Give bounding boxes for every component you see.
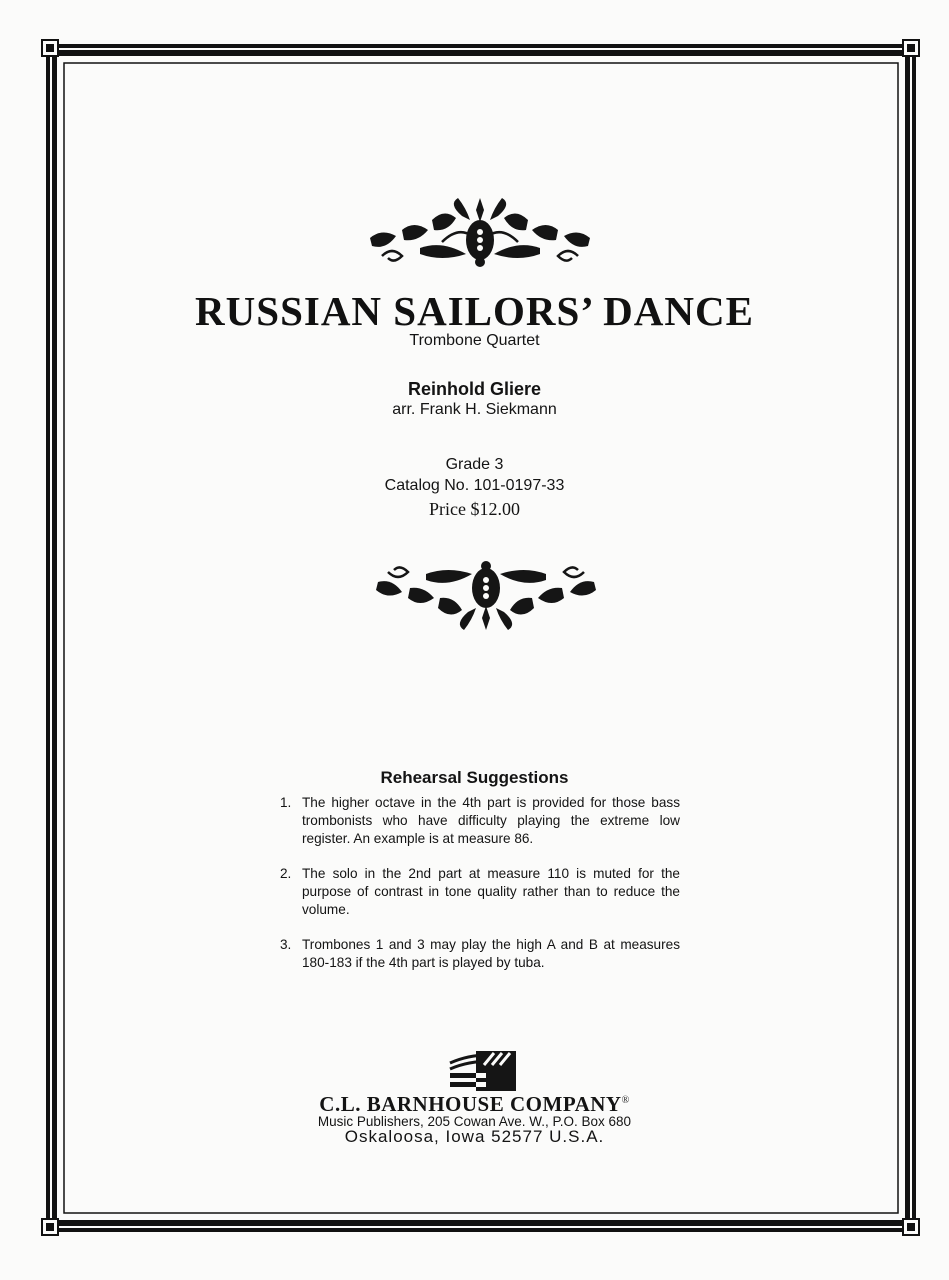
instrumentation: Trombone Quartet xyxy=(409,332,540,349)
item-text: The higher octave in the 4th part is provided for those bass trombonists who have difficulty playing the extreme low register. An example is at measure 86. xyxy=(302,795,680,846)
list-item xyxy=(280,936,680,972)
price: Price $12.00 xyxy=(429,499,520,519)
publisher-logo xyxy=(448,1051,518,1091)
registered-mark: ® xyxy=(621,1095,630,1106)
list-item xyxy=(280,794,680,848)
composer-name: Reinhold Gliere xyxy=(407,379,542,399)
publisher-name-text: C.L. BARNHOUSE COMPANY xyxy=(319,1092,622,1116)
item-text: Trombones 1 and 3 may play the high A and B at measures 180-183 if the 4th part is played by tuba. xyxy=(302,937,680,970)
top-floral-ornament xyxy=(362,196,598,270)
rehearsal-heading: Rehearsal Suggestions xyxy=(380,768,569,787)
page-title: RUSSIAN SAILORS’ DANCE xyxy=(195,288,754,334)
item-number: 2. xyxy=(280,866,292,881)
list-item xyxy=(280,865,680,919)
publisher-address: Music Publishers, 205 Cowan Ave. W., P.O. Box 680 xyxy=(317,1114,632,1129)
catalog-number: Catalog No. 101-0197-33 xyxy=(384,477,565,494)
item-text: The solo in the 2nd part at measure 110 is muted for the purpose of contrast in tone quality rather than to reduce the volume. xyxy=(302,866,680,917)
grade-level: Grade 3 xyxy=(445,456,504,473)
bottom-floral-ornament xyxy=(368,558,604,632)
item-number: 3. xyxy=(280,937,292,952)
item-number: 1. xyxy=(280,795,292,810)
publisher-city: Oskaloosa, Iowa 52577 U.S.A. xyxy=(344,1127,605,1146)
arranger-name: arr. Frank H. Siekmann xyxy=(392,401,557,418)
rehearsal-suggestions-list xyxy=(280,794,680,989)
